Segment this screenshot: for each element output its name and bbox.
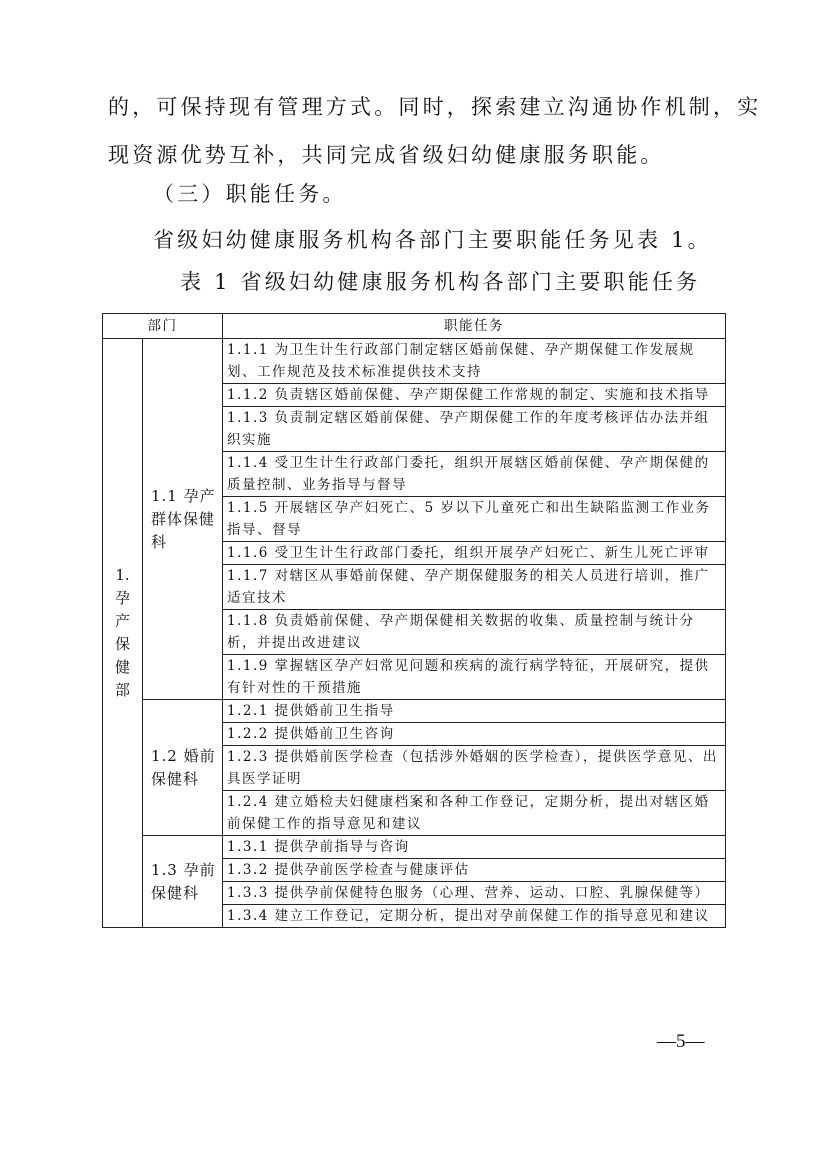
task-cell: 1.1.5 开展辖区孕产妇死亡、5 岁以下儿童死亡和出生缺陷监测工作业务指导、督导 <box>223 497 726 542</box>
task-cell: 1.1.4 受卫生计生行政部门委托，组织开展辖区婚前保健、孕产期保健的质量控制、业务指导与督导 <box>223 452 726 497</box>
task-cell: 1.3.3 提供孕前保健特色服务（心理、营养、运动、口腔、乳腺保健等） <box>223 882 726 905</box>
top-dept-label: 1.孕产保健部 <box>114 566 130 699</box>
sub-dept-cell: 1.3 孕前保健科 <box>143 836 223 928</box>
task-cell: 1.2.1 提供婚前卫生指导 <box>223 700 726 723</box>
task-cell: 1.2.3 提供婚前医学检查（包括涉外婚姻的医学检查），提供医学意见、出具医学证明 <box>223 746 726 791</box>
header-task: 职能任务 <box>223 314 726 339</box>
task-cell: 1.3.1 提供孕前指导与咨询 <box>223 836 726 859</box>
sub-dept-cell: 1.2 婚前保健科 <box>143 700 223 836</box>
intro-paragraph: 省级妇幼健康服务机构各部门主要职能任务见表 1。 <box>153 228 712 252</box>
task-cell: 1.1.6 受卫生计生行政部门委托，组织开展孕产妇死亡、新生儿死亡评审 <box>223 542 726 565</box>
body-paragraph-line: 现资源优势互补，共同完成省级妇幼健康服务职能。 <box>108 143 665 167</box>
sub-dept-cell: 1.1 孕产群体保健科 <box>143 339 223 700</box>
table-row <box>103 700 726 723</box>
task-cell: 1.1.2 负责辖区婚前保健、孕产期保健工作常规的制定、实施和技术指导 <box>223 384 726 407</box>
task-cell: 1.3.4 建立工作登记，定期分析，提出对孕前保健工作的指导意见和建议 <box>223 905 726 928</box>
task-cell: 1.1.9 掌握辖区孕产妇常见问题和疾病的流行病学特征，开展研究，提供有针对性的干预措施 <box>223 655 726 700</box>
top-dept-cell <box>103 339 143 928</box>
table-row <box>103 339 726 384</box>
task-cell: 1.1.1 为卫生计生行政部门制定辖区婚前保健、孕产期保健工作发展规划、工作规范及技术标准提供技术支持 <box>223 339 726 384</box>
task-cell: 1.3.2 提供孕前医学检查与健康评估 <box>223 859 726 882</box>
duties-table <box>102 313 726 928</box>
task-cell: 1.2.4 建立婚检夫妇健康档案和各种工作登记，定期分析，提出对辖区婚前保健工作的指导意见和建议 <box>223 791 726 836</box>
task-cell: 1.2.2 提供婚前卫生咨询 <box>223 723 726 746</box>
header-dept: 部门 <box>103 314 223 339</box>
task-cell: 1.1.3 负责制定辖区婚前保健、孕产期保健工作的年度考核评估办法并组织实施 <box>223 407 726 452</box>
table-caption: 表 1 省级妇幼健康服务机构各部门主要职能任务 <box>180 270 701 294</box>
table-header-row <box>103 314 726 339</box>
table-row <box>103 836 726 859</box>
section-heading: （三）职能任务。 <box>153 182 347 206</box>
body-paragraph-line: 的，可保持现有管理方式。同时，探索建立沟通协作机制，实 <box>108 95 762 119</box>
task-cell: 1.1.7 对辖区从事婚前保健、孕产期保健服务的相关人员进行培训，推广适宜技术 <box>223 565 726 610</box>
task-cell: 1.1.8 负责婚前保健、孕产期保健相关数据的收集、质量控制与统计分析，并提出改进建议 <box>223 610 726 655</box>
page-number: —5— <box>657 1031 705 1052</box>
